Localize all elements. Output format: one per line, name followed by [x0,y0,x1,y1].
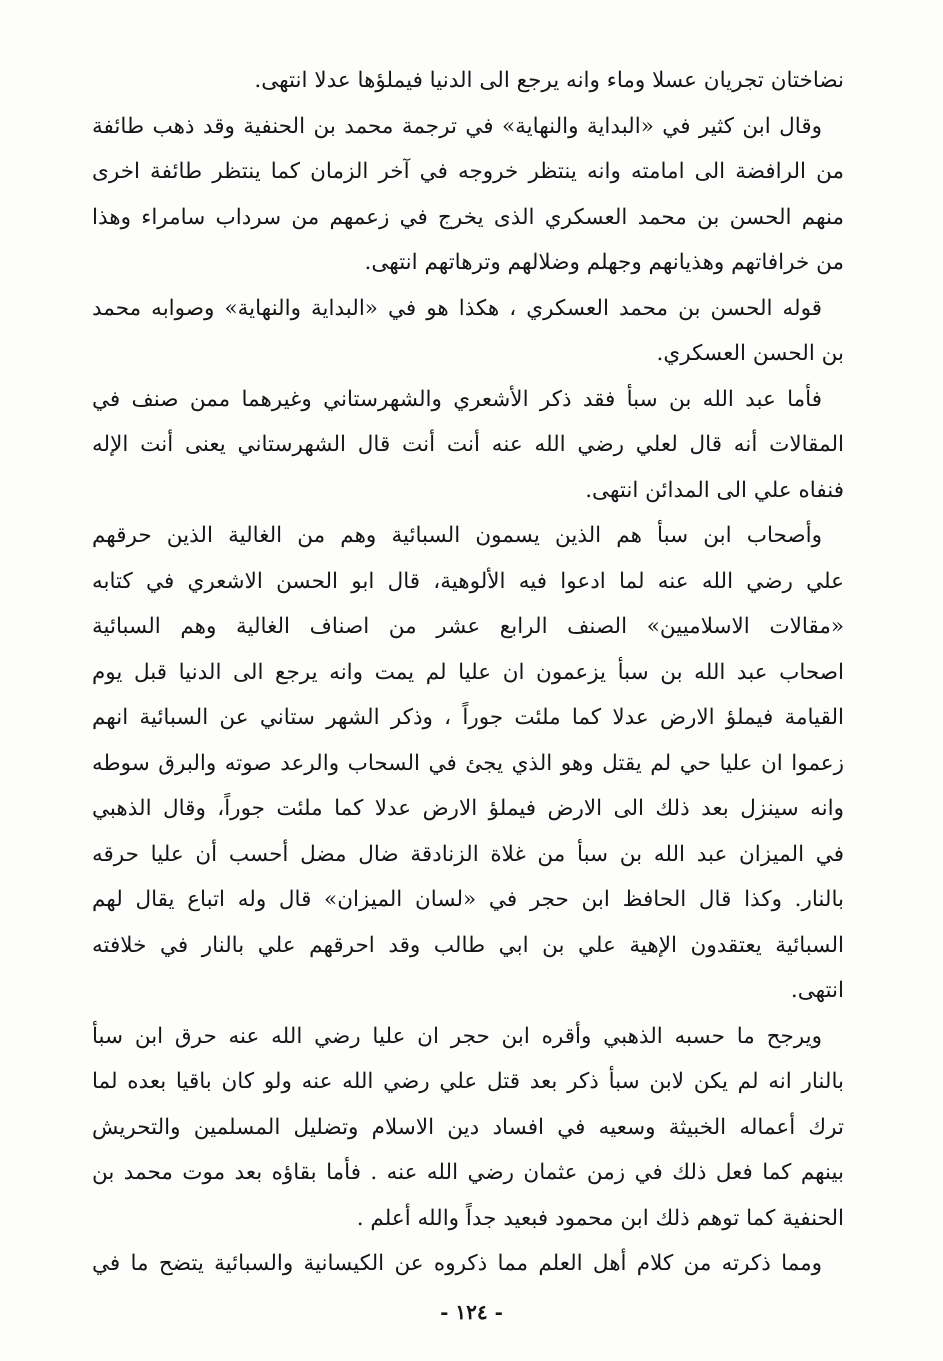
text-line: ومما ذكرته من كلام أهل العلم مما ذكروه عن الكيسانية والسبائية يتضح ما في [92,1251,822,1276]
text-line: ترك أعماله الخبيثة وسعيه في افساد دين الاسلام وتضليل المسلمين والتحريش [92,1114,844,1140]
text-line: السبائية يعتقدون الإهية علي بن ابي طالب وقد احرقهم علي بالنار في خلافته [92,932,844,958]
text-line: المقالات أنه قال لعلي رضي الله عنه أنت أنت قال الشهرستاني يعنى أنت الإله [92,432,844,457]
text-line: فأما عبد الله بن سبأ فقد ذكر الأشعري والشهرستاني وغيرهما ممن صنف في [92,386,822,412]
text-line: قوله الحسن بن محمد العسكري ، هكذا هو في «البداية والنهاية» وصوابه محمد [92,295,822,321]
text-line: انتهى. [790,978,844,1003]
text-line: من الرافضة الى امامته وانه ينتظر خروجه في آخر الزمان كما ينتظر طائفة اخرى [92,159,844,184]
text-line: «مقالات الاسلاميين» الصنف الرابع عشر من اصناف الغالية وهم السبائية [92,614,844,639]
text-line: علي رضي الله عنه لما ادعوا فيه الألوهية، قال ابو الحسن الاشعري في كتابه [92,568,844,594]
text-line: في الميزان عبد الله بن سبأ من غلاة الزنادقة ضال مضل أحسب أن عليا حرقه [92,841,844,867]
text-line: زعموا ان عليا حي لم يقتل وهو الذي يجئ في السحاب والرعد صوته والبرق سوطه [92,750,844,776]
text-line: بن الحسن العسكري. [656,341,844,366]
text-line: منهم الحسن بن محمد العسكري الذى يخرج في زعمهم من سرداب سامراء وهذا [92,204,844,230]
text-line: الحنفية كما توهم ذلك ابن محمود فبعيد جداً والله أعلم . [356,1205,844,1231]
text-line: ويرجح ما حسبه الذهبي وأقره ابن حجر ان عليا رضي الله عنه حرق ابن سبأ [92,1023,822,1049]
text-line: فنفاه علي الى المدائن انتهى. [585,477,844,503]
text-line: وانه سينزل بعد ذلك الى الارض فيملؤ الارض عدلا كما ملئت جوراً، وقال الذهبي [92,796,844,821]
page-body-text [92,58,844,1287]
text-line: بينهم كما فعل ذلك في زمن عثمان رضي الله عنه . فأما بقاؤه بعد موت محمد بن [92,1160,844,1185]
text-line: وقال ابن كثير في «البداية والنهاية» في ترجمة محمد بن الحنفية وقد ذهب طائفة [92,113,822,139]
text-line: القيامة فيملؤ الارض عدلا كما ملئت جوراً ، وذكر الشهر ستاني عن السبائية انهم [92,705,844,730]
page-number: - ١٢٤ - [440,1300,503,1324]
text-line: من خرافاتهم وهذيانهم وجهلم وضلالهم وترهاتهم انتهى. [364,250,844,275]
text-line: وأصحاب ابن سبأ هم الذين يسمون السبائية وهم من الغالية الذين حرقهم [92,523,822,548]
text-line: بالنار انه لم يكن لابن سبأ ذكر بعد قتل علي رضي الله عنه ولو كان باقيا بعده لما [92,1069,844,1094]
text-line: اصحاب عبد الله بن سبأ يزعمون ان عليا لم يمت وانه يرجع الى الدنيا قبل يوم [92,659,844,685]
text-line: نضاختان تجريان عسلا وماء وانه يرجع الى الدنيا فيملؤها عدلا انتهى. [254,68,844,93]
text-line: بالنار. وكذا قال الحافظ ابن حجر في «لسان الميزان» قال وله اتباع يقال لهم [92,887,844,912]
